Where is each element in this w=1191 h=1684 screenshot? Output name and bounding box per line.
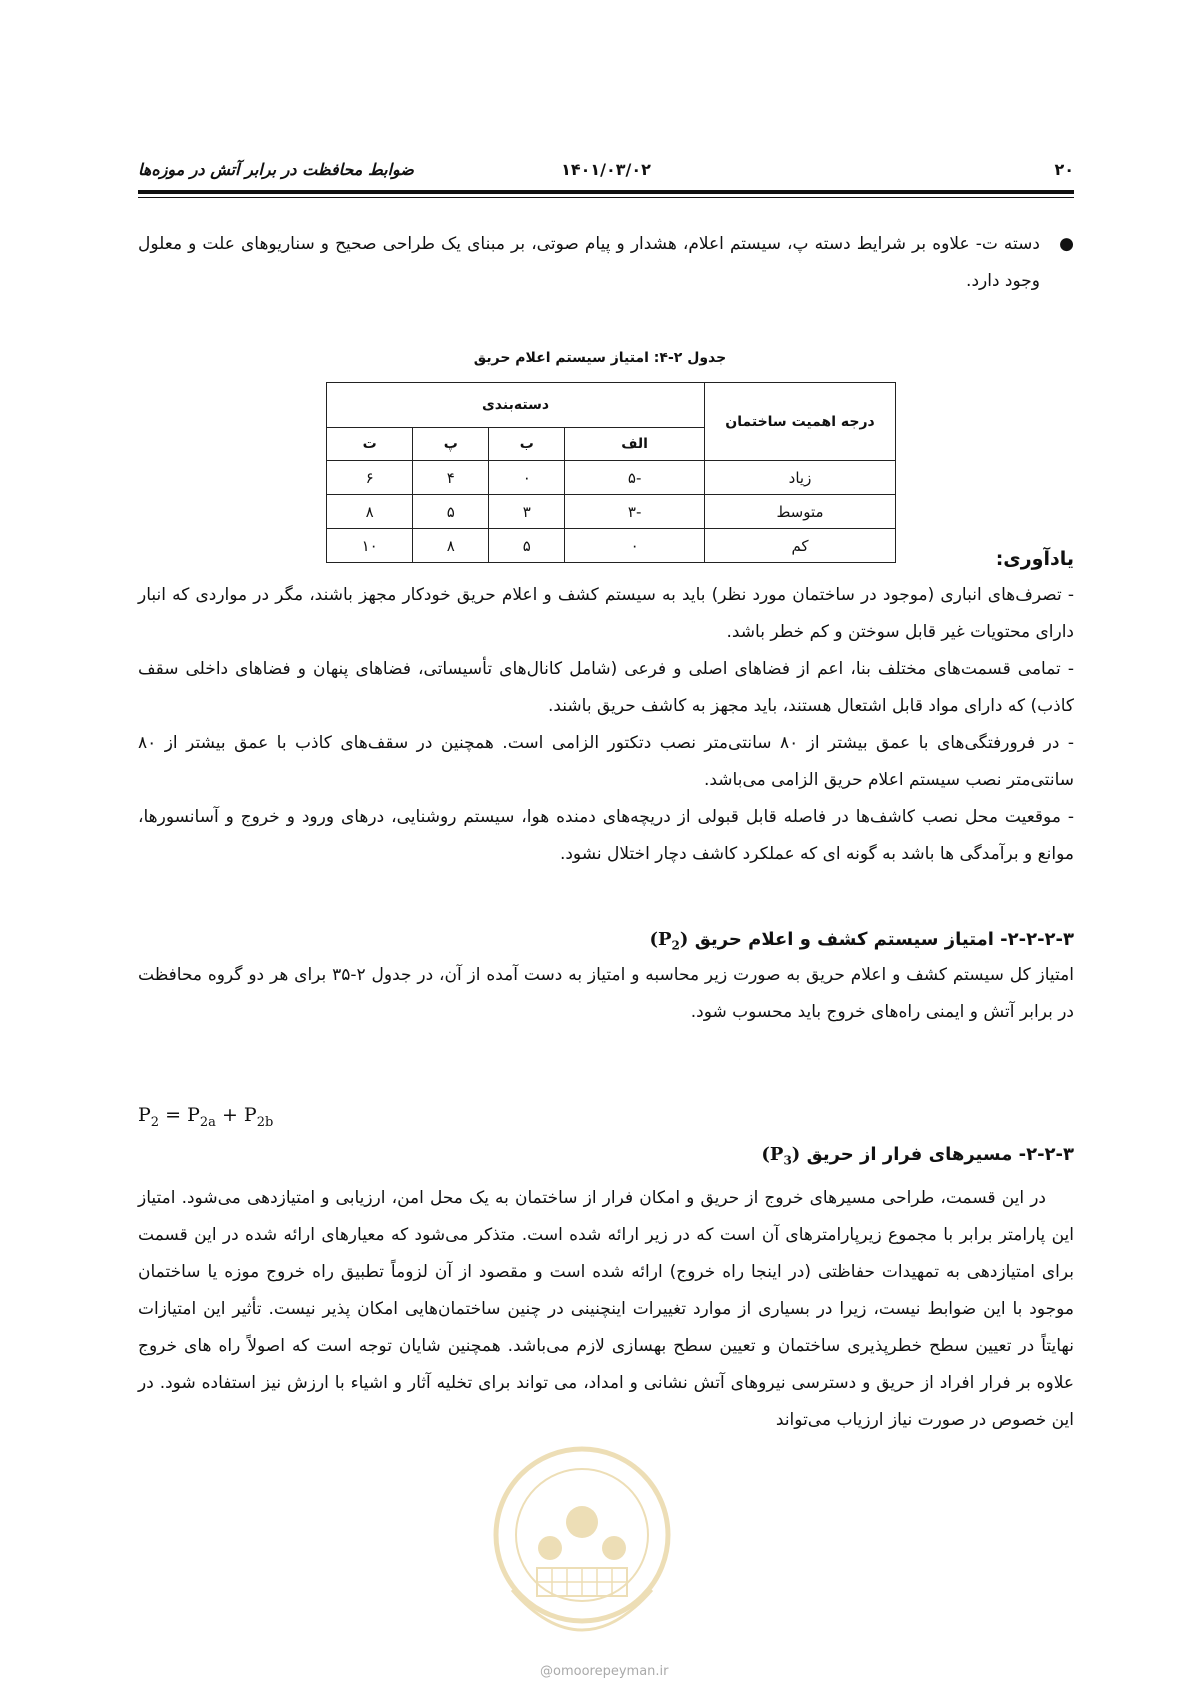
reminder-item: - تمامی قسمت‌های مختلف بنا، اعم از فضاهای اصلی و فرعی (شامل کانال‌های تأسیساتی، فضاهای پنهان و فضاهای داخلی سقف کاذب) که دارای مواد قابل اشتعال هستند، باید مجهز به کاشف حریق باشند. — [138, 659, 1074, 716]
reminder-item: - در فرورفتگی‌های با عمق بیشتر از ۸۰ سانتی‌متر نصب دتکتور الزامی است. همچنین در سقف‌های کاذب با عمق بیشتر از ۸۰ سانتی‌متر نصب سیستم اعلام حریق الزامی می‌باشد. — [138, 733, 1074, 790]
heading-symbol: $(P_2)$ — [649, 929, 689, 953]
formula-p2: $P_2 = P_{2a} + P_{2b}$ — [138, 1104, 274, 1130]
seal-watermark-icon — [492, 1440, 672, 1650]
table-cell: -۳ — [565, 495, 705, 529]
heading-text: ۲-۲-۲-۳- امتیاز سیستم کشف و اعلام حریق — [694, 929, 1074, 950]
table-cell: ۰ — [489, 461, 565, 495]
table-row — [327, 495, 896, 529]
section-p2-body: امتیاز کل سیستم کشف و اعلام حریق به صورت زیر محاسبه و امتیاز به دست آمده از آن، در جدول ۲-۳۵ برای هر دو گروه محافظت در برابر آتش و ایمنی راه‌های خروج باید محسوب شود. — [138, 965, 1074, 1022]
section-heading-p3 — [138, 1144, 1074, 1168]
section-heading-p2 — [138, 929, 1074, 953]
heading-symbol: $(P_3)$ — [761, 1144, 801, 1168]
table-cell: ۶ — [327, 461, 413, 495]
column-header: الف — [565, 428, 705, 461]
table-row — [327, 461, 896, 495]
header-title: ضوابط محافظت در برابر آتش در موزه‌ها — [138, 160, 414, 179]
column-header: ب — [489, 428, 565, 461]
level-cell: متوسط — [705, 495, 896, 529]
table-cell: ۵ — [489, 529, 565, 563]
heading-text: ۲-۲-۳- مسیرهای فرار از حریق — [806, 1144, 1074, 1165]
table-cell: -۵ — [565, 461, 705, 495]
bullet-icon: ● — [1059, 234, 1074, 254]
level-cell: زیاد — [705, 461, 896, 495]
table-cell: ۴ — [413, 461, 489, 495]
table-cell: ۳ — [489, 495, 565, 529]
site-watermark: @omoorepeyman.ir — [540, 1664, 669, 1679]
column-header: ت — [327, 428, 413, 461]
group-header: دسته‌بندی — [327, 383, 705, 428]
reminder-item: - تصرف‌های انباری (موجود در ساختمان مورد نظر) باید به سیستم کشف و اعلام حریق خودکار مجهز باشند، مگر در مواردی که انبار دارای محتویات غیر قابل سوختن و کم خطر باشد. — [138, 585, 1074, 642]
header-date: ۱۴۰۱/۰۳/۰۲ — [561, 160, 651, 179]
table-cell: ۸ — [327, 495, 413, 529]
section-p3-body: در این قسمت، طراحی مسیرهای خروج از حریق و امکان فرار از ساختمان به یک محل امن، ارزیابی و امتیازدهی می‌شود. امتیاز این پارامتر برابر با مجموع زیرپارامترهای آن است که در زیر ارائه شده است. متذکر می‌شود که معیارهای ارائه شده در این قسمت برای امتیازدهی به تمهیدات حفاظتی (در اینجا راه خروج) ارائه شده است و مقصود از آن لزوماً تطبیق راه خروج موزه یا ساختمان موجود با این ضوابط نیست، زیرا در بسیاری از موارد تغییرات اینچنینی در چنین ساختمان‌هایی امکان پذیر نیست. تأثیر این امتیازات نهایتاً در تعیین سطح خطرپذیری ساختمان و تعیین سطح بهسازی لازم می‌باشد. همچنین شایان توجه است که اصولاً راه های خروج علاوه بر فرار افراد از حریق و دسترسی نیروهای آتش نشانی و امداد، می تواند برای تخلیه آثار و اشیاء با ارزش نیز استفاده شود. در این خصوص در صورت نیاز ارزیاب می‌تواند — [138, 1188, 1074, 1430]
score-table — [326, 382, 896, 563]
page-number: ۲۰ — [1054, 160, 1074, 179]
table-caption: جدول ۲-۴: امتیاز سیستم اعلام حریق — [473, 350, 727, 366]
bullet-paragraph — [138, 226, 1074, 300]
column-header: پ — [413, 428, 489, 461]
row-header: درجه اهمیت ساختمان — [705, 383, 896, 461]
reminder-item: - موقعیت محل نصب کاشف‌ها در فاصله قابل قبولی از دریچه‌های دمنده هوا، سیستم روشنایی، درهای ورود و خروج و آسانسورها، موانع و برآمدگی ها باشد به گونه ای که عملکرد کاشف دچار اختلال نشود. — [138, 807, 1074, 864]
table-cell: ۵ — [413, 495, 489, 529]
reminder-title: یادآوری: — [995, 548, 1074, 570]
table-cell: ۸ — [413, 529, 489, 563]
table-cell: ۰ — [565, 529, 705, 563]
header-rule-thin — [138, 197, 1074, 198]
level-cell: کم — [705, 529, 896, 563]
table-cell: ۱۰ — [327, 529, 413, 563]
bullet-text: دسته ت- علاوه بر شرایط دسته پ، سیستم اعلام، هشدار و پیام صوتی، بر مبنای یک طراحی صحیح و سناریوهای علت و معلول وجود دارد. — [138, 234, 1040, 291]
header-rule-thick — [138, 190, 1074, 194]
page-header — [138, 160, 1074, 186]
